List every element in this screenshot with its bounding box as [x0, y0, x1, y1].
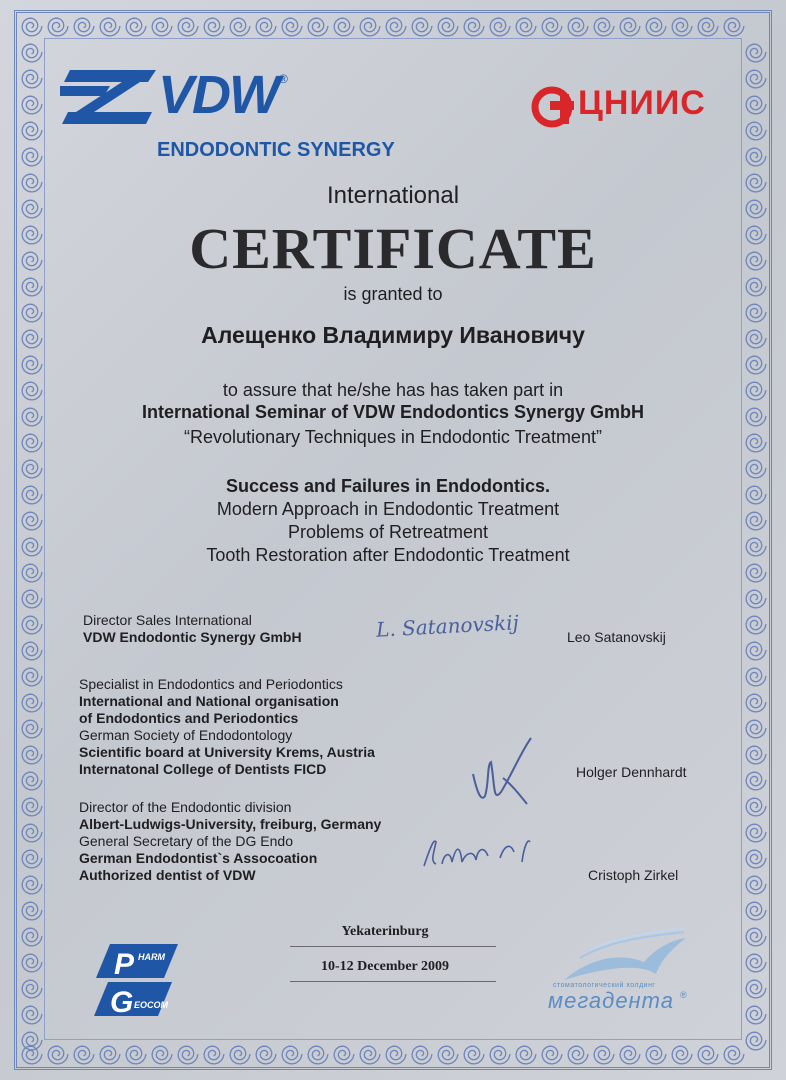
spiral-ornament [282, 1046, 302, 1064]
svg-text:HARM: HARM [138, 952, 165, 962]
event-date: 10-12 December 2009 [320, 959, 450, 974]
spiral-ornament [672, 1046, 692, 1064]
spiral-ornament [438, 1046, 458, 1064]
spiral-ornament [746, 876, 766, 894]
divider [290, 981, 496, 982]
spiral-ornament [22, 590, 42, 608]
spiral-ornament [22, 668, 42, 686]
spiral-ornament [746, 148, 766, 166]
spiral-ornament [22, 122, 42, 140]
registered-mark: ® [680, 990, 687, 1000]
spiral-ornament [746, 798, 766, 816]
spiral-ornament [204, 1046, 224, 1064]
spiral-ornament [698, 1046, 718, 1064]
spiral-ornament [230, 18, 250, 36]
topic-item: Tooth Restoration after Endodontic Treatment [206, 545, 570, 565]
spiral-ornament [22, 564, 42, 582]
spiral-ornament [746, 590, 766, 608]
pharmgeocom-logo [92, 940, 182, 1020]
spiral-ornament [746, 824, 766, 842]
signatory-2-name: Holger Dennhardt [576, 764, 687, 780]
credential-line: German Society of Endodontology [79, 727, 293, 743]
signatory-3-credentials [79, 799, 381, 884]
spiral-ornament [746, 928, 766, 946]
credential-line: of Endodontics and Periodontics [79, 710, 299, 726]
international-heading: International [326, 182, 460, 209]
spiral-ornament [672, 18, 692, 36]
spiral-ornament [646, 18, 666, 36]
spiral-ornament [334, 1046, 354, 1064]
signatory-1-name: Leo Satanovskij [567, 629, 666, 645]
megadenta-logo-text: мегадента [548, 988, 674, 1013]
spiral-ornament [594, 18, 614, 36]
spiral-ornament [334, 18, 354, 36]
spiral-ornament [22, 902, 42, 920]
spiral-ornament [746, 954, 766, 972]
credential-line: Scientific board at University Krems, Austria [79, 744, 375, 760]
spiral-ornament [620, 18, 640, 36]
spiral-ornament [22, 1032, 42, 1050]
spiral-ornament [516, 1046, 536, 1064]
spiral-ornament [746, 616, 766, 634]
vdw-tagline: ENDODONTIC SYNERGY [157, 139, 395, 161]
spiral-ornament [698, 18, 718, 36]
spiral-ornament [308, 1046, 328, 1064]
spiral-ornament [74, 18, 94, 36]
credential-line: General Secretary of the DG Endo [79, 833, 293, 849]
spiral-ornament [724, 1046, 744, 1064]
granted-to-text: is granted to [343, 284, 443, 304]
spiral-ornament [126, 1046, 146, 1064]
svg-text:EOCOM: EOCOM [134, 1000, 169, 1010]
signature-2 [455, 726, 545, 810]
spiral-ornament [22, 772, 42, 790]
spiral-ornament [230, 1046, 250, 1064]
spiral-ornament [386, 1046, 406, 1064]
vdw-logo-mark [60, 64, 160, 132]
spiral-ornament [490, 1046, 510, 1064]
spiral-ornament [22, 148, 42, 166]
spiral-ornament [746, 44, 766, 62]
spiral-ornament [746, 668, 766, 686]
signature-1: L. Satanovskij [375, 610, 520, 642]
spiral-ornament [22, 980, 42, 998]
spiral-ornament [48, 1046, 68, 1064]
spiral-ornament [22, 798, 42, 816]
spiral-ornament [746, 564, 766, 582]
spiral-ornament [620, 1046, 640, 1064]
credential-line: Specialist in Endodontics and Periodontics [79, 676, 343, 692]
spiral-ornament [746, 356, 766, 374]
spiral-ornament [22, 928, 42, 946]
spiral-ornament [464, 18, 484, 36]
spiral-ornament [100, 18, 120, 36]
spiral-ornament [126, 18, 146, 36]
spiral-ornament [568, 18, 588, 36]
spiral-ornament [746, 642, 766, 660]
spiral-ornament [746, 96, 766, 114]
cniis-logo-mark [530, 86, 578, 128]
spiral-ornament [152, 18, 172, 36]
spiral-ornament [386, 18, 406, 36]
spiral-ornament [594, 1046, 614, 1064]
spiral-ornament [22, 694, 42, 712]
spiral-ornament [282, 18, 302, 36]
divider [290, 946, 496, 947]
spiral-ornament [22, 616, 42, 634]
spiral-ornament [22, 44, 42, 62]
spiral-ornament [746, 694, 766, 712]
spiral-ornament [22, 1006, 42, 1024]
credential-line: Authorized dentist of VDW [79, 867, 256, 883]
svg-text:G: G [110, 986, 134, 1019]
credential-line: Albert-Ludwigs-University, freiburg, Germany [79, 816, 382, 832]
spiral-ornament [438, 18, 458, 36]
spiral-ornament [22, 850, 42, 868]
megadenta-logo-mark [560, 928, 690, 984]
megadenta-tagline: стоматологический холдинг [553, 982, 656, 989]
spiral-ornament [204, 18, 224, 36]
spiral-ornament [178, 1046, 198, 1064]
recipient-name: Алещенко Владимиру Ивановичу [201, 322, 585, 348]
spiral-ornament [22, 356, 42, 374]
spiral-ornament [542, 1046, 562, 1064]
spiral-ornament [542, 18, 562, 36]
spiral-ornament [256, 18, 276, 36]
spiral-ornament [22, 746, 42, 764]
topic-item: Problems of Retreatment [287, 522, 489, 542]
spiral-ornament [360, 1046, 380, 1064]
spiral-ornament [746, 1006, 766, 1024]
spiral-ornament [464, 1046, 484, 1064]
spiral-ornament [22, 96, 42, 114]
spiral-ornament [178, 18, 198, 36]
topic-item: Modern Approach in Endodontic Treatment [216, 499, 560, 519]
spiral-ornament [22, 954, 42, 972]
spiral-ornament [22, 642, 42, 660]
vdw-logo-text: VDW [158, 65, 278, 125]
spiral-ornament [746, 850, 766, 868]
seminar-title: “Revolutionary Techniques in Endodontic Treatment” [184, 427, 602, 447]
registered-mark: ® [279, 72, 288, 86]
spiral-ornament [746, 980, 766, 998]
signatory-1-credentials [83, 612, 302, 646]
spiral-ornament [746, 122, 766, 140]
spiral-ornament [646, 1046, 666, 1064]
spiral-ornament [152, 1046, 172, 1064]
spiral-ornament [568, 1046, 588, 1064]
spiral-ornament [74, 1046, 94, 1064]
spiral-ornament [22, 876, 42, 894]
spiral-ornament [360, 18, 380, 36]
spiral-ornament [48, 18, 68, 36]
credential-line: VDW Endodontic Synergy GmbH [83, 629, 302, 645]
spiral-ornament [746, 902, 766, 920]
spiral-ornament [256, 1046, 276, 1064]
spiral-ornament [22, 304, 42, 322]
svg-text:P: P [114, 948, 135, 981]
spiral-ornament [746, 70, 766, 88]
spiral-ornament [22, 720, 42, 738]
spiral-ornament [412, 1046, 432, 1064]
spiral-ornament [490, 18, 510, 36]
spiral-ornament [516, 18, 536, 36]
seminar-name: International Seminar of VDW Endodontics Synergy GmbH [141, 402, 645, 422]
credential-line: Internatonal College of Dentists FICD [79, 761, 327, 777]
spiral-ornament [746, 772, 766, 790]
spiral-ornament [746, 1032, 766, 1050]
credential-line: Director of the Endodontic division [79, 799, 292, 815]
spiral-ornament [724, 18, 744, 36]
spiral-ornament [100, 1046, 120, 1064]
spiral-ornament [22, 18, 42, 36]
signatory-2-credentials [79, 676, 375, 778]
spiral-ornament [746, 720, 766, 738]
cniis-logo-text: ЦНИИС [578, 84, 706, 122]
spiral-ornament [746, 304, 766, 322]
topics-heading: Success and Failures in Endodontics. [225, 476, 551, 496]
spiral-ornament [22, 824, 42, 842]
spiral-ornament [22, 1046, 42, 1064]
credential-line: International and National organisation [79, 693, 339, 709]
assure-text: to assure that he/she has has taken part in [222, 380, 564, 400]
credential-line: Director Sales International [83, 612, 252, 628]
signature-3 [418, 828, 548, 878]
spiral-ornament [746, 746, 766, 764]
spiral-ornament [412, 18, 432, 36]
certificate-title: CERTIFICATE [189, 216, 597, 281]
credential-line: German Endodontist`s Assocoation [79, 850, 318, 866]
spiral-ornament [22, 70, 42, 88]
spiral-ornament [308, 18, 328, 36]
signatory-3-name: Cristoph Zirkel [588, 867, 679, 883]
event-place: Yekaterinburg [341, 924, 429, 939]
